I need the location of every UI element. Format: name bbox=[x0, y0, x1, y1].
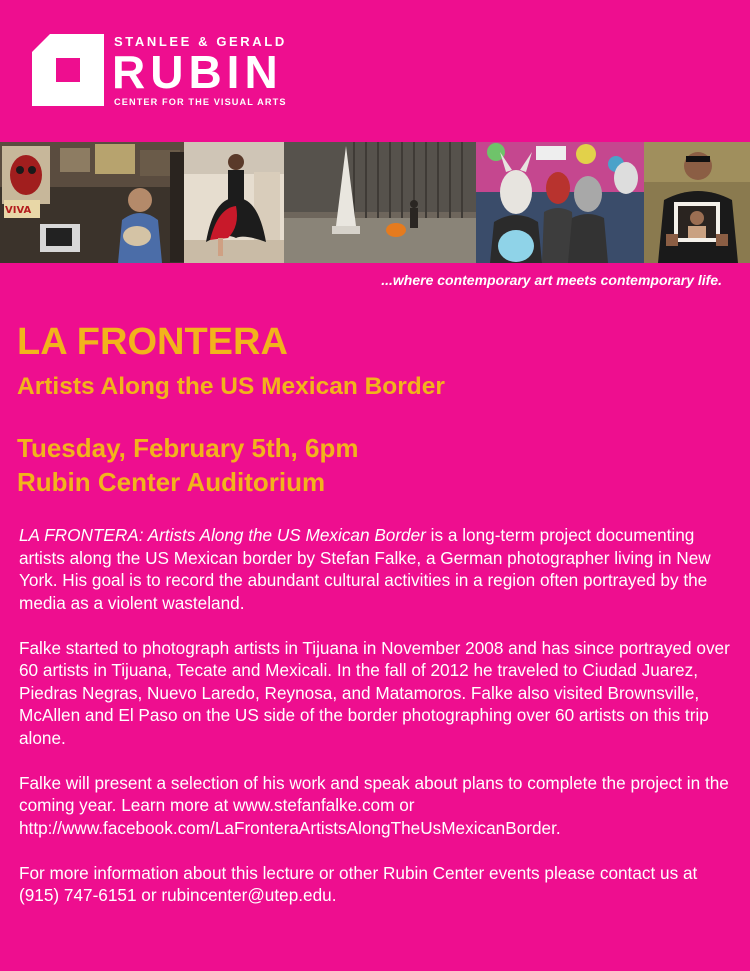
event-subtitle: Artists Along the US Mexican Border bbox=[17, 373, 445, 400]
photo-masked-figures bbox=[476, 142, 644, 263]
photo-border-obelisk bbox=[284, 142, 476, 263]
event-date: Tuesday, February 5th, 6pm bbox=[17, 433, 359, 463]
svg-text:VIVA: VIVA bbox=[5, 205, 32, 216]
paragraph-intro bbox=[19, 524, 734, 614]
tagline: ...where contemporary art meets contemporary life. bbox=[381, 272, 722, 288]
paragraph-presentation: Falke will present a selection of his work and speak about plans to complete the project in the coming year. Learn more at www.stefanfalke.com or http://www.facebook.com/LaFronteraArtistsAlongTheUsMexicanBorder. bbox=[19, 772, 729, 838]
paragraph-contact: For more information about this lecture or other Rubin Center events please contact us at (915) 747-6151 or rubincenter@utep.edu. bbox=[19, 862, 698, 905]
photo-artist-workshop bbox=[0, 142, 184, 263]
logo-top-line: STANLEE & GERALD bbox=[114, 34, 287, 49]
photo-flamenco-dancer bbox=[184, 142, 284, 263]
logo-name: RUBIN bbox=[112, 46, 283, 98]
project-title-italic: LA FRONTERA: Artists Along the US Mexican Border bbox=[19, 525, 426, 545]
photo-man-holding-photo bbox=[644, 142, 750, 263]
paragraph-intro-text: is a long-term project documenting artists along the US Mexican border by Stefan Falke, a German photographer living in New York. His goal is to record the abundant cultural activities in a region often portrayed by the media as a violent wasteland. bbox=[19, 525, 711, 613]
event-title: LA FRONTERA bbox=[17, 321, 288, 363]
paragraph-history: Falke started to photograph artists in Tijuana in November 2008 and has since portrayed over 60 artists in Tijuana, Tecate and Mexicali. In the fall of 2012 he traveled to Ciudad Juarez, Piedras Negras, Nuevo Laredo, Reynosa, and Matamoros. Falke also visited Brownsville, McAllen and El Paso on the US side of the border photographing over 60 artists on this trip alone. bbox=[19, 637, 730, 748]
photo-strip bbox=[0, 142, 750, 263]
event-description bbox=[19, 524, 734, 929]
rubin-logo-mark-icon bbox=[32, 34, 104, 106]
event-venue: Rubin Center Auditorium bbox=[17, 467, 326, 497]
logo-sub-line: CENTER FOR THE VISUAL ARTS bbox=[114, 97, 287, 107]
rubin-center-logo bbox=[32, 34, 322, 114]
